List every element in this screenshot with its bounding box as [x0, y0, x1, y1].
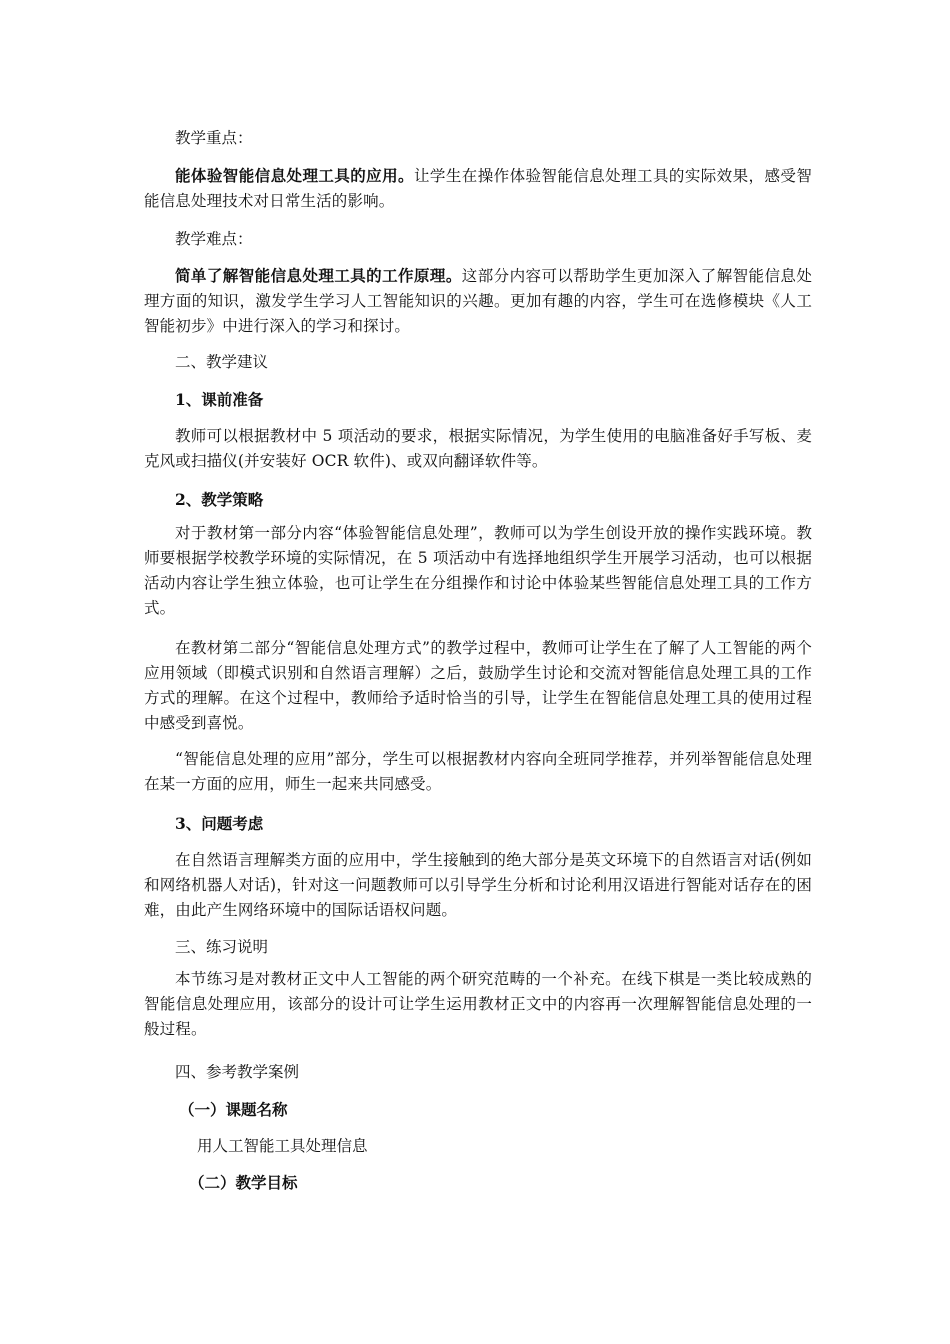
key-point-heading: 教学重点：: [175, 129, 253, 147]
difficulty-bold-text: 简单了解智能信息处理工具的工作原理。: [175, 266, 462, 285]
case-item-1-title: （一）课题名称: [179, 1100, 288, 1119]
key-point-text: 让学生在操作体验智能信息处理工具的实际效果，感受智能信息处理技术对日常生活的影响。: [144, 167, 812, 210]
section-2-title: 二、教学建议: [175, 353, 269, 371]
subsection-1-title: 1、课前准备: [175, 390, 264, 409]
subsection-3-title: 3、问题考虑: [175, 814, 264, 833]
subsection-2-title: 2、教学策略: [175, 490, 264, 509]
case-item-1-text: 用人工智能工具处理信息: [197, 1137, 368, 1155]
key-point-paragraph: [144, 163, 812, 214]
key-point-bold-text: 能体验智能信息处理工具的应用。: [175, 166, 414, 185]
subsection-3-text: 在自然语言理解类方面的应用中，学生接触到的绝大部分是英文环境下的自然语言对话(例如和网络机器人对话)，针对这一问题教师可以引导学生分析和讨论利用汉语进行智能对话存在的困难，由此产生网络环境中的国际话语权问题。: [144, 851, 812, 919]
difficulty-heading: 教学难点：: [175, 230, 253, 248]
difficulty-paragraph: [144, 263, 812, 339]
subsection-2-paragraph-3: “智能信息处理的应用”部分，学生可以根据教材内容向全班同学推荐，并列举智能信息处理在某一方面的应用，师生一起来共同感受。: [144, 750, 812, 793]
difficulty-text: 这部分内容可以帮助学生更加深入了解智能信息处理方面的知识，激发学生学习人工智能知识的兴趣。更加有趣的内容，学生可在选修模块《人工智能初步》中进行深入的学习和探讨。: [144, 267, 812, 335]
subsection-2-paragraph-1: 对于教材第一部分内容“体验智能信息处理”，教师可以为学生创设开放的操作实践环境。教师要根据学校教学环境的实际情况，在 5 项活动中有选择地组织学生开展学习活动，也可以根据活动内容让学生独立体验，也可让学生在分组操作和讨论中体验某些智能信息处理工具的工作方式。: [144, 524, 812, 617]
section-3-text: 本节练习是对教材正文中人工智能的两个研究范畴的一个补充。在线下棋是一类比较成熟的智能信息处理应用，该部分的设计可让学生运用教材正文中的内容再一次理解智能信息处理的一般过程。: [144, 970, 812, 1038]
section-3-title: 三、练习说明: [175, 938, 269, 956]
case-item-2-title: （二）教学目标: [189, 1173, 298, 1192]
subsection-2-paragraph-2: 在教材第二部分“智能信息处理方式”的教学过程中，教师可让学生在了解了人工智能的两个应用领域（即模式识别和自然语言理解）之后，鼓励学生讨论和交流对智能信息处理工具的工作方式的理解。在这个过程中，教师给予适时恰当的引导，让学生在智能信息处理工具的使用过程中感受到喜悦。: [144, 639, 812, 732]
section-4-title: 四、参考教学案例: [175, 1063, 300, 1081]
subsection-1-text: 教师可以根据教材中 5 项活动的要求，根据实际情况，为学生使用的电脑准备好手写板、麦克风或扫描仪(并安装好 OCR 软件)、或双向翻译软件等。: [144, 427, 812, 470]
